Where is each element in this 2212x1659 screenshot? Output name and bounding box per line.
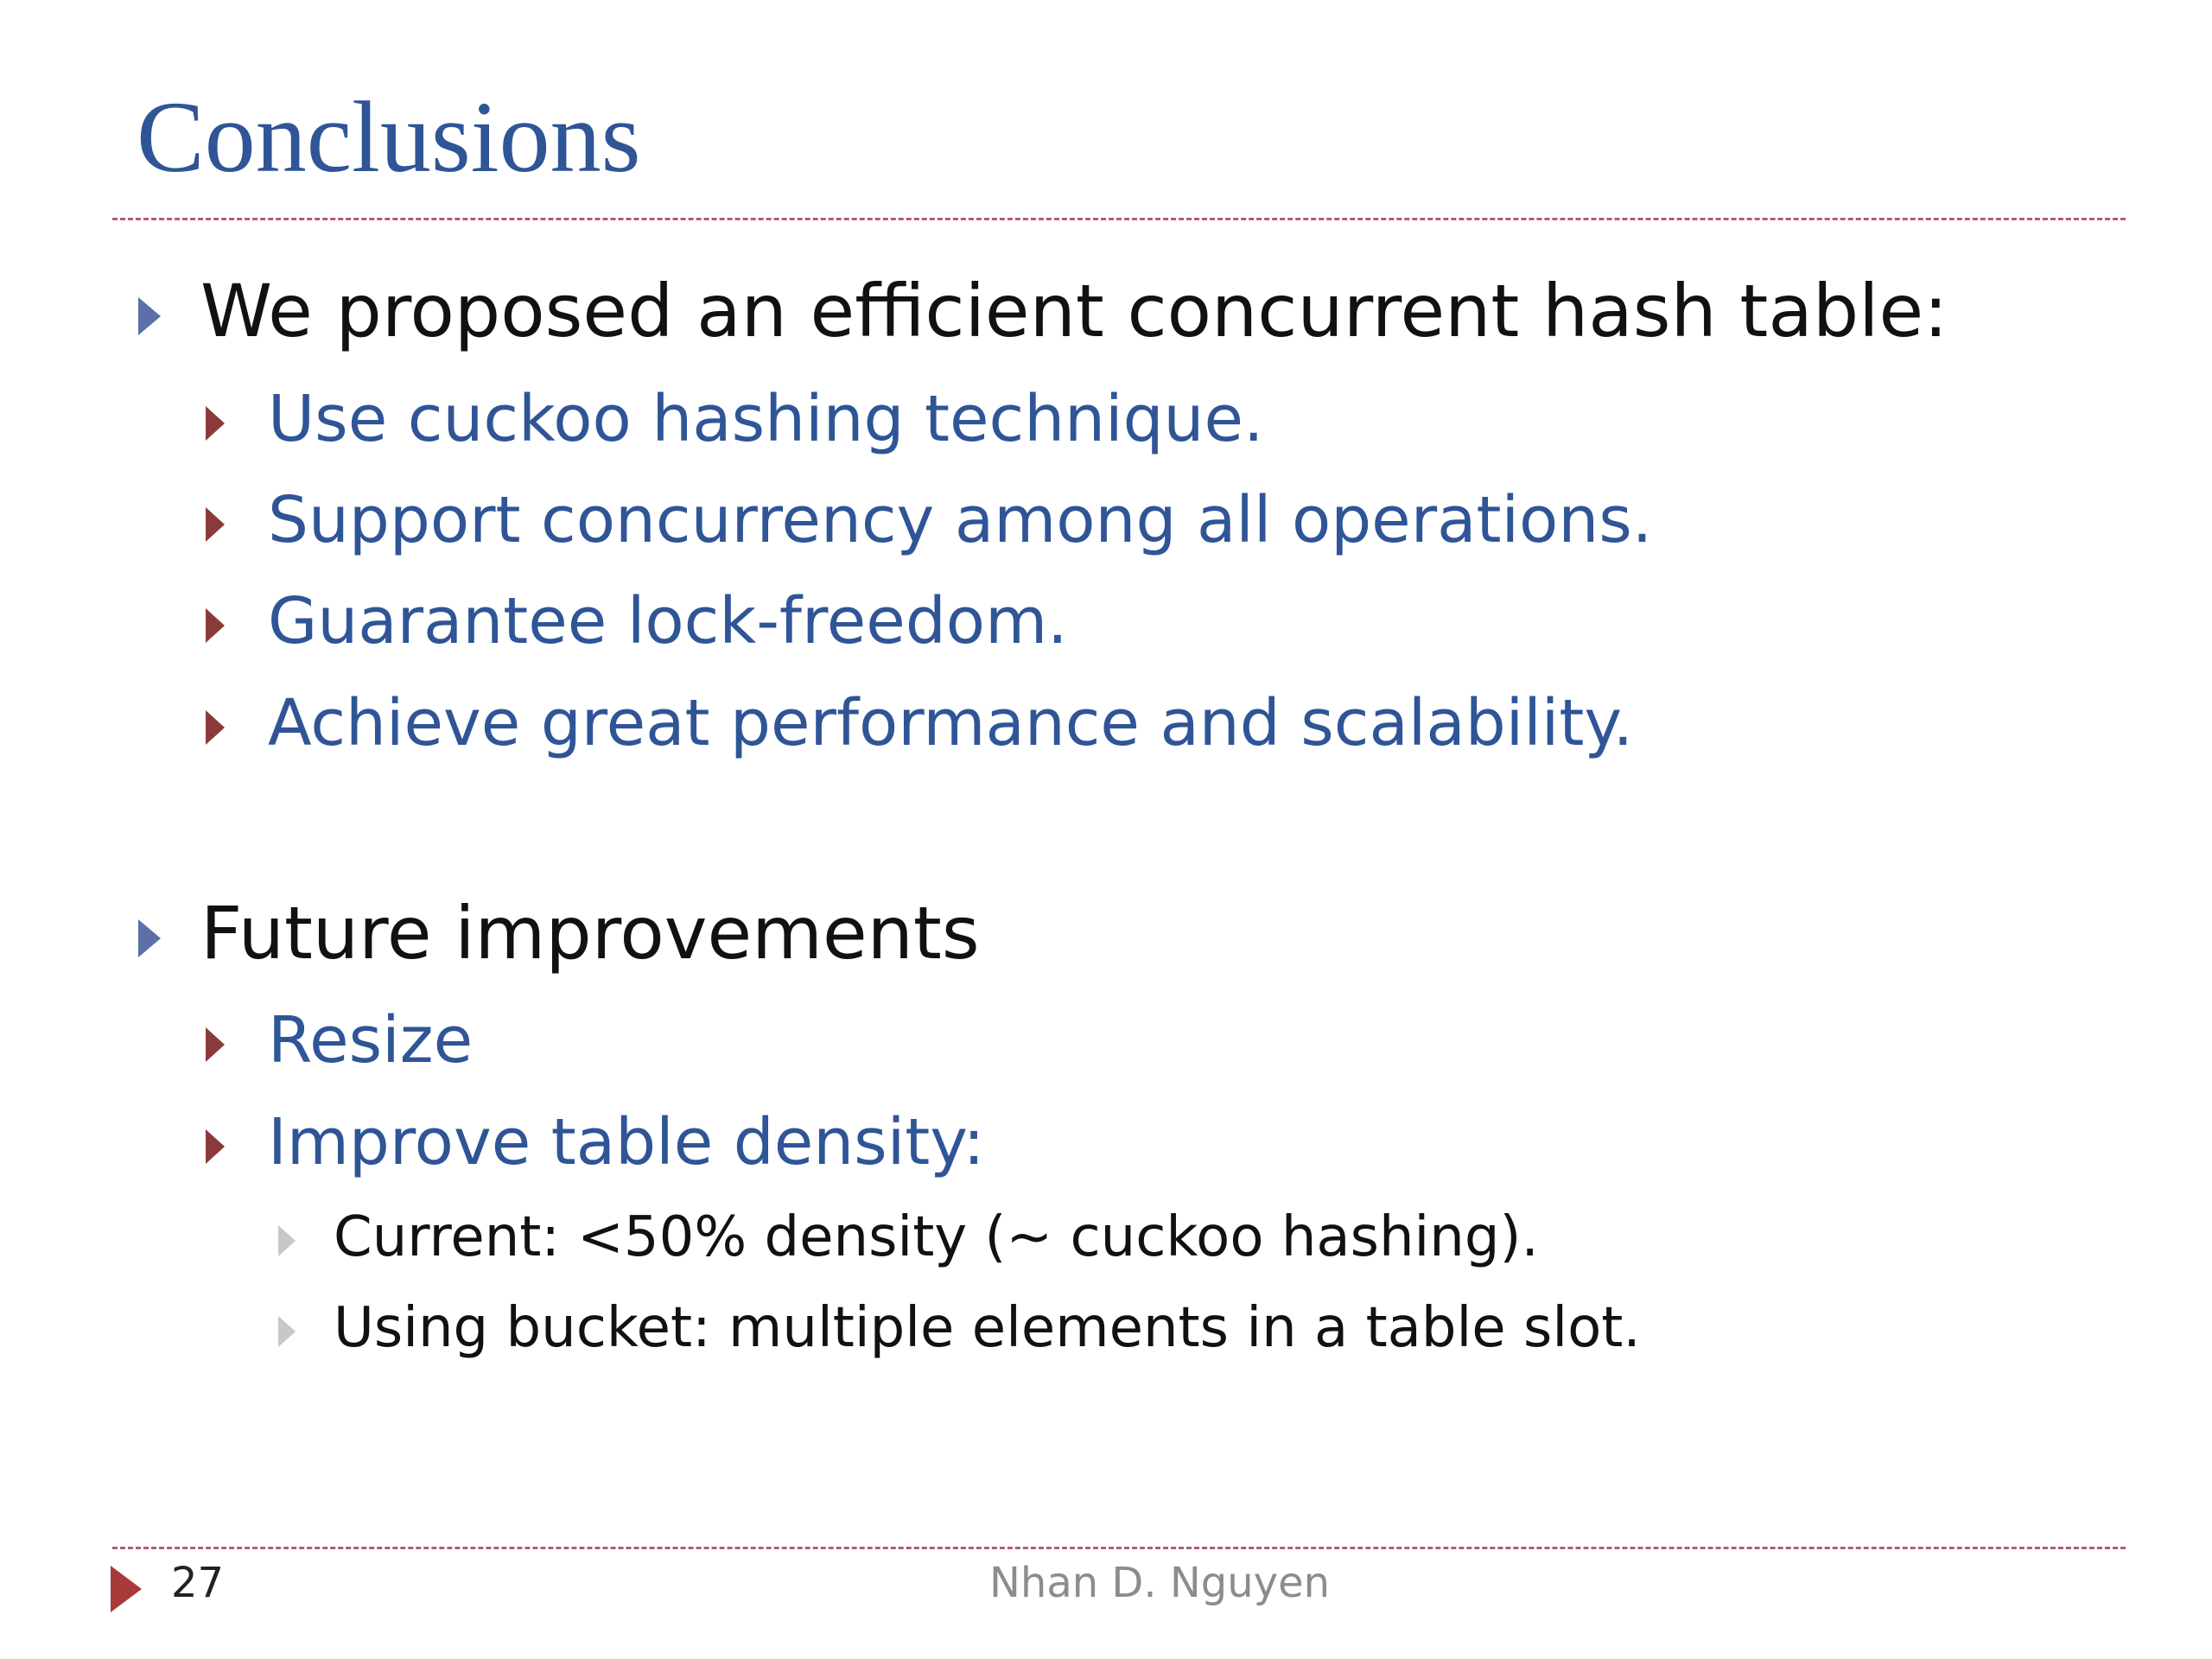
sub-bullet-text: Improve table density:: [268, 1105, 985, 1179]
triangle-bullet-icon: [138, 297, 161, 335]
triangle-bullet-icon: [278, 1225, 296, 1256]
bullet-item-future: [200, 891, 980, 976]
sub-bullet-text: Guarantee lock-freedom.: [268, 584, 1068, 658]
sub-bullet-item: [268, 1105, 985, 1179]
sub-bullet-text: Support concurrency among all operations.: [268, 483, 1653, 557]
sub-sub-bullet-item: [334, 1205, 1539, 1269]
triangle-bullet-icon: [206, 710, 225, 745]
triangle-bullet-icon: [206, 1129, 225, 1164]
sub-bullet-item: [268, 584, 1068, 658]
sub-sub-bullet-text: Current: <50% density (~ cuckoo hashing).: [334, 1205, 1539, 1269]
triangle-marker-icon: [111, 1566, 142, 1612]
footer-divider: [112, 1547, 2126, 1549]
triangle-bullet-icon: [206, 507, 225, 542]
bullet-item-proposal: [200, 269, 1948, 353]
page-number: 27: [171, 1559, 225, 1607]
triangle-bullet-icon: [278, 1316, 296, 1347]
bullet-text: We proposed an efficient concurrent hash table:: [200, 269, 1948, 353]
title-divider: [112, 218, 2126, 220]
page-title: Conclusions: [137, 80, 641, 194]
triangle-bullet-icon: [138, 919, 161, 957]
sub-bullet-item: [268, 382, 1264, 456]
sub-bullet-text: Use cuckoo hashing technique.: [268, 382, 1264, 456]
sub-sub-bullet-text: Using bucket: multiple elements in a table slot.: [334, 1296, 1641, 1360]
triangle-bullet-icon: [206, 608, 225, 643]
sub-sub-bullet-item: [334, 1296, 1641, 1360]
sub-bullet-text: Resize: [268, 1003, 474, 1077]
triangle-bullet-icon: [206, 406, 225, 441]
bullet-text: Future improvements: [200, 891, 980, 976]
sub-bullet-text: Achieve great performance and scalability.: [268, 686, 1634, 760]
footer-author: Nhan D. Nguyen: [989, 1559, 1331, 1607]
sub-bullet-item: [268, 483, 1653, 557]
sub-bullet-item: [268, 686, 1634, 760]
triangle-bullet-icon: [206, 1027, 225, 1062]
sub-bullet-item: [268, 1003, 474, 1077]
